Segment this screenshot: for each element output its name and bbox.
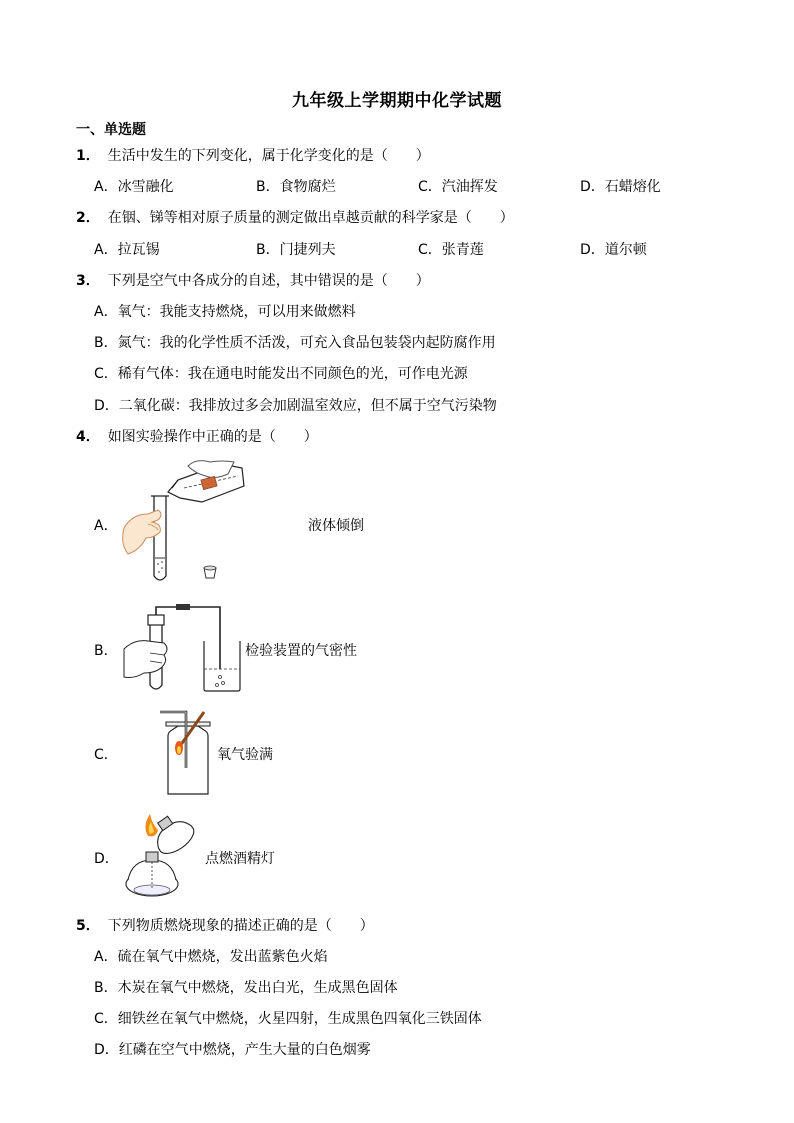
q4-option-b-letter: B． — [94, 643, 118, 659]
alcohol-lamp-figure — [122, 814, 204, 900]
question-stem: 下列物质燃烧现象的描述正确的是（ ） — [107, 918, 374, 934]
section-heading: 一、单选题 — [76, 122, 146, 138]
q3-option-a: A．氧气：我能支持燃烧，可以用来做燃料 — [94, 304, 356, 320]
q2-option-c: C．张青莲 — [418, 242, 484, 258]
q1-option-b: B．食物腐烂 — [256, 179, 336, 195]
q1-option-c: C．汽油挥发 — [418, 179, 498, 195]
q4-option-a-caption: 液体倾倒 — [308, 518, 364, 534]
question-4 — [76, 426, 318, 446]
question-stem: 在铟、锑等相对原子质量的测定做出卓越贡献的科学家是（ ） — [107, 210, 514, 226]
question-stem: 下列是空气中各成分的自述，其中错误的是（ ） — [107, 273, 430, 289]
q4-option-d-caption: 点燃酒精灯 — [205, 851, 275, 867]
q2-option-d: D．道尔顿 — [580, 242, 647, 258]
q4-option-c-letter: C． — [94, 747, 118, 763]
q2-option-b: B．门捷列夫 — [256, 242, 336, 258]
question-number: 1． — [76, 148, 100, 164]
q4-option-c-caption: 氧气验满 — [217, 747, 273, 763]
q5-option-b: B．木炭在氧气中燃烧，发出白光，生成黑色固体 — [94, 980, 398, 996]
q4-option-d-letter: D． — [94, 851, 119, 867]
q4-option-a-letter: A． — [94, 518, 118, 534]
question-2 — [76, 207, 514, 227]
q3-option-d: D．二氧化碳：我排放过多会加剧温室效应，但不属于空气污染物 — [94, 398, 497, 414]
pouring-liquid-figure — [118, 458, 248, 584]
question-stem: 生活中发生的下列变化，属于化学变化的是（ ） — [107, 148, 430, 164]
q1-option-d: D．石蜡熔化 — [580, 179, 661, 195]
airtightness-figure — [120, 603, 246, 695]
question-number: 4． — [76, 429, 100, 445]
q4-option-b-caption: 检验装置的气密性 — [245, 643, 357, 659]
q3-option-b: B．氮气：我的化学性质不活泼，可充入食品包装袋内起防腐作用 — [94, 335, 496, 351]
question-number: 3． — [76, 273, 100, 289]
question-1 — [76, 145, 430, 165]
q3-option-c: C．稀有气体：我在通电时能发出不同颜色的光，可作电光源 — [94, 366, 468, 382]
question-stem: 如图实验操作中正确的是（ ） — [107, 429, 318, 445]
q5-option-c: C．细铁丝在氧气中燃烧，火星四射，生成黑色四氧化三铁固体 — [94, 1011, 482, 1027]
question-number: 2． — [76, 210, 100, 226]
q1-option-a: A．冰雪融化 — [94, 179, 174, 195]
question-3 — [76, 270, 430, 290]
q5-option-a: A．硫在氧气中燃烧，发出蓝紫色火焰 — [94, 949, 328, 965]
oxygen-test-figure — [160, 708, 212, 798]
q2-option-a: A．拉瓦锡 — [94, 242, 160, 258]
question-number: 5． — [76, 918, 100, 934]
q5-option-d: D．红磷在空气中燃烧，产生大量的白色烟雾 — [94, 1042, 371, 1058]
question-5 — [76, 915, 374, 935]
exam-title: 九年级上学期期中化学试题 — [292, 91, 502, 111]
